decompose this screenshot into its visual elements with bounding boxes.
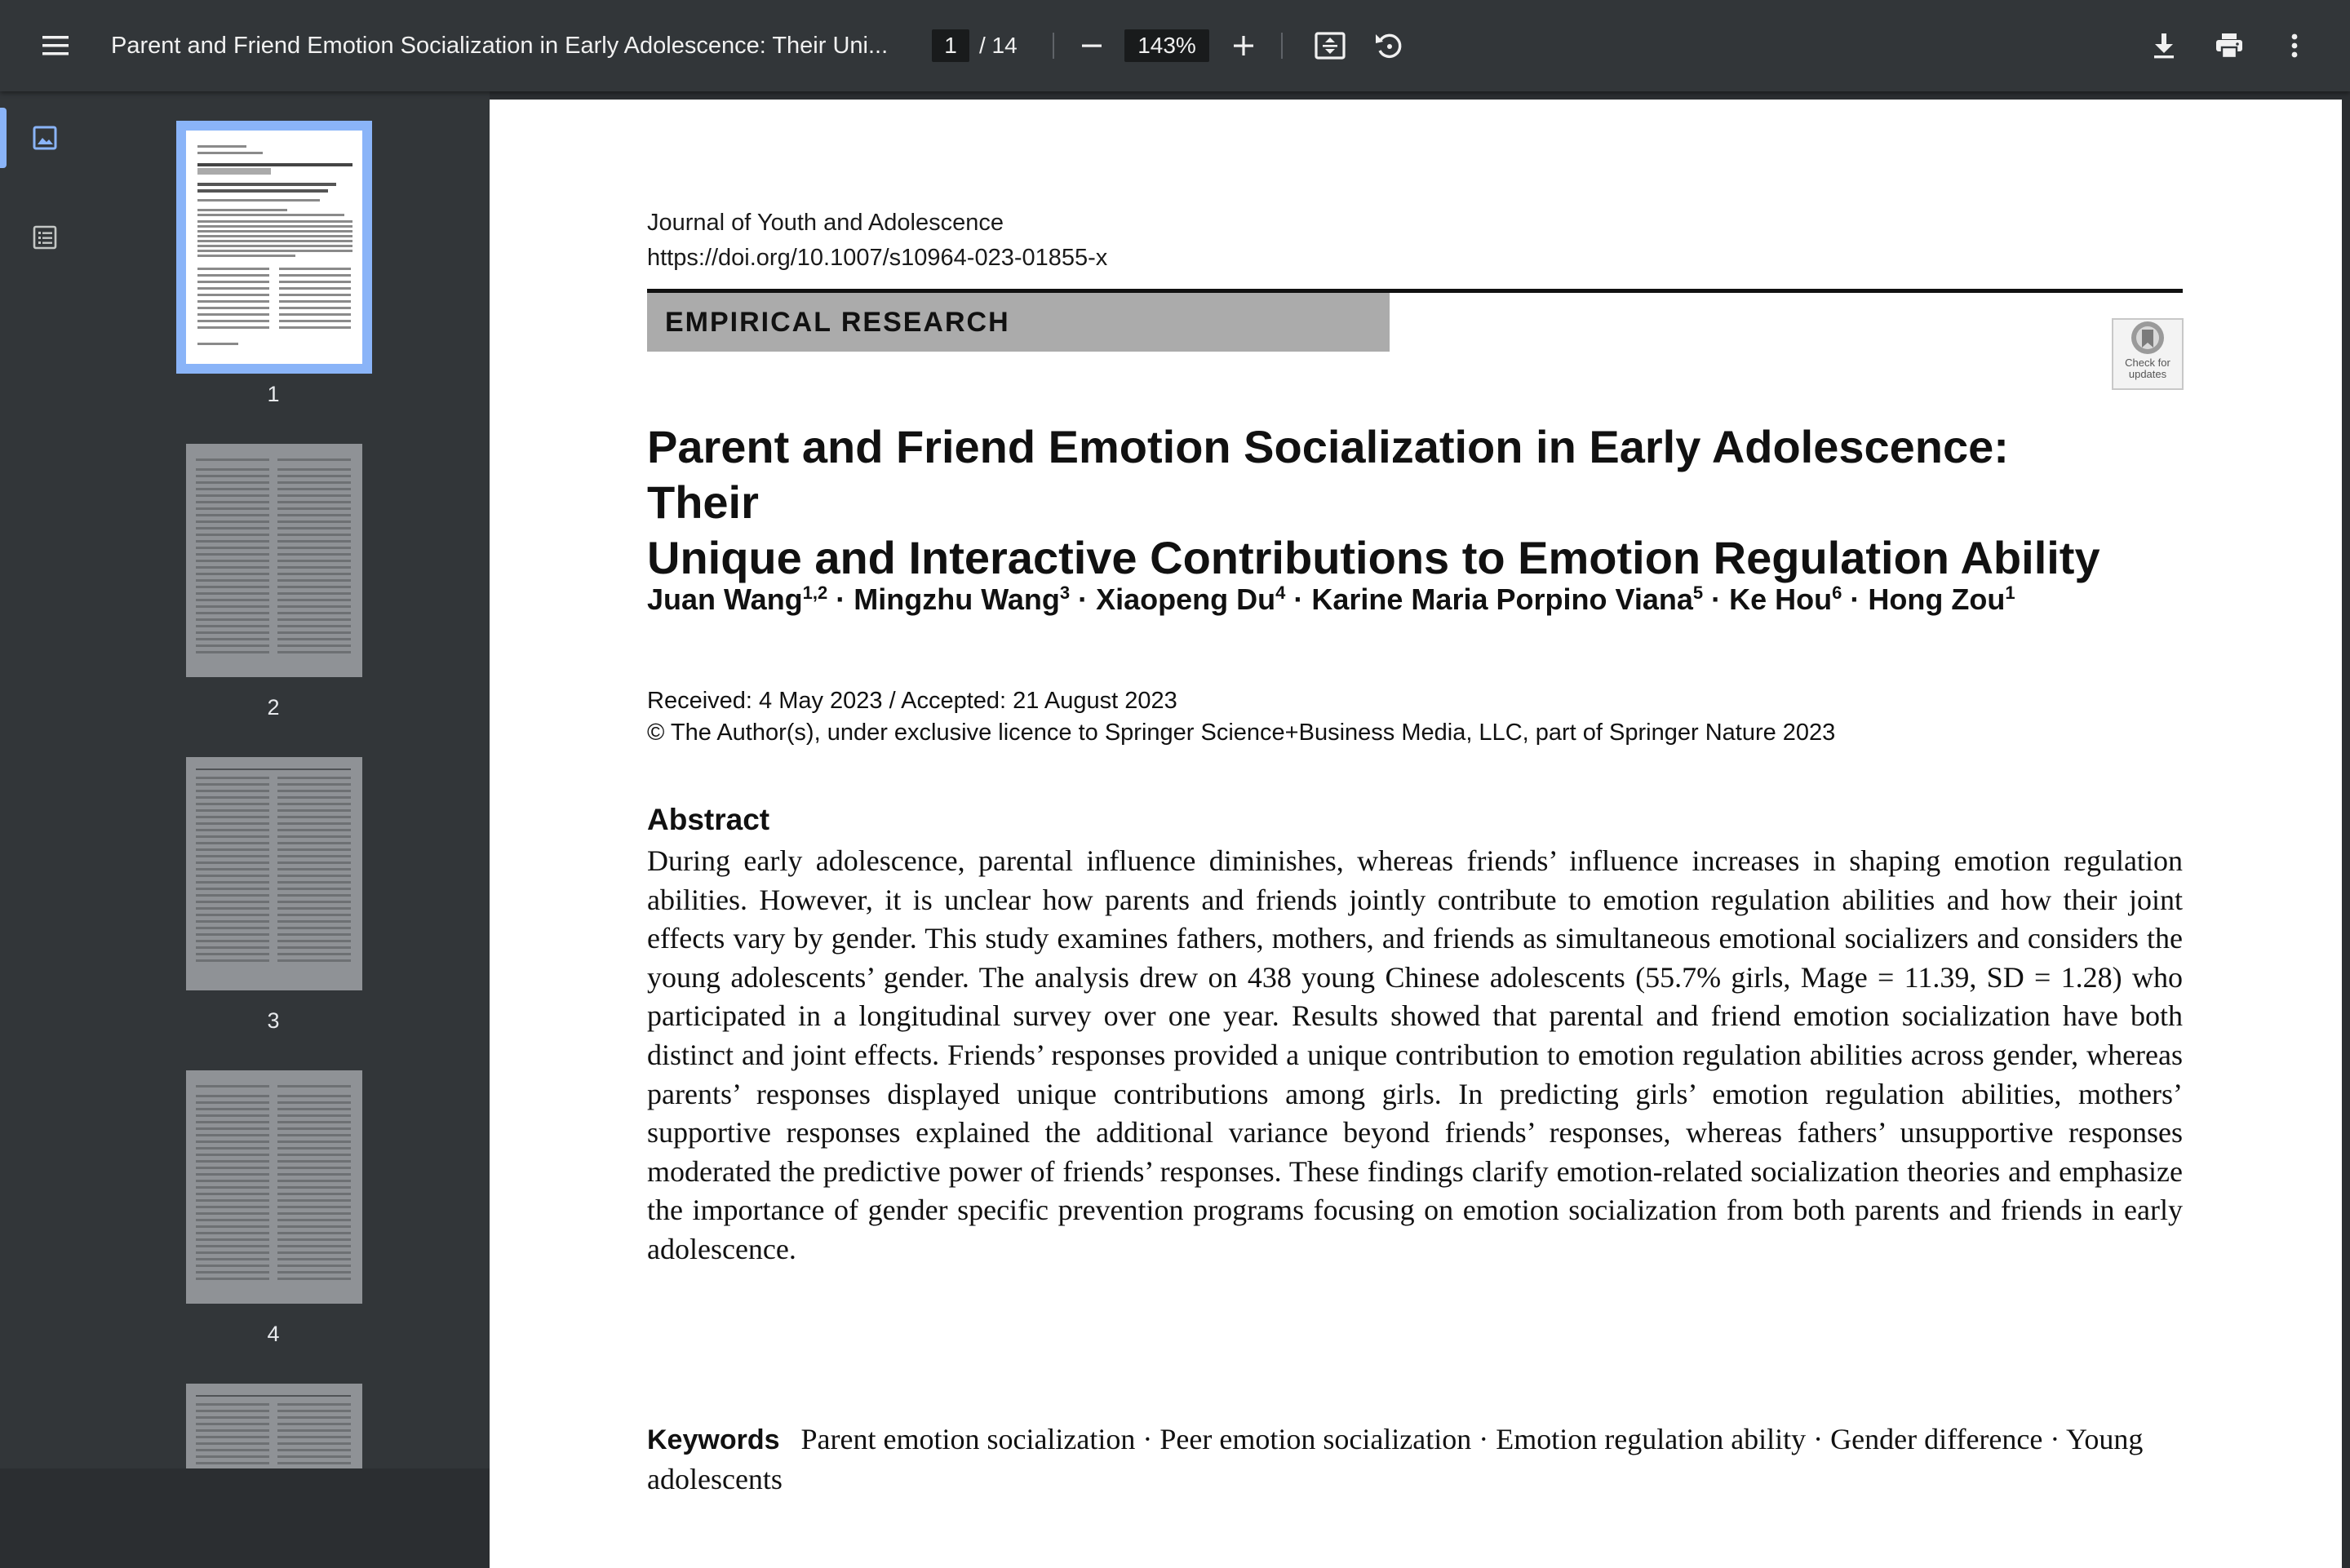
thumbnail-label: 2 (267, 695, 280, 720)
plus-icon (1232, 34, 1255, 57)
author-name: Hong Zou (1868, 582, 2006, 616)
author-separator: · (1703, 582, 1730, 616)
bookmark-badge-icon (2129, 320, 2166, 356)
author-separator: · (1842, 582, 1869, 616)
pdf-toolbar (0, 0, 2350, 91)
thumbnail-label: 1 (267, 382, 280, 406)
abstract-text: During early adolescence, parental influence diminishes, whereas friends’ influence increases in shaping emotion regulation abilities. However, it is unclear how parents and friends jointly contribute to emotion regulation abilities and how their joint effects vary by gender. This study examines fathers, mothers, and friends as simultaneous emotional socializers and considers the young adolescents’ gender. The analysis drew on 438 young Chinese adolescents (55.7% girls, Mage = 11.39, SD = 1.28) who participated in a longitudinal survey over one year. Results showed that parental and friend emotion socialization have both distinct and joint effects. Friends’ responses provided a unique contribution to emotion regulation abilities across gender, whereas parents’ responses displayed unique contributions among girls. In predicting girls’ emotion regulation abilities, mothers’ supportive responses explained the additional variance beyond friends’ responses, whereas fathers’ unsupportive responses moderated the predictive power of friends’ responses. These findings clarify emotion-related socialization theories and emphasize the importance of gender specific prevention programs focusing on emotion socialization from both parents and friends in early adolescence. (647, 844, 2183, 1265)
menu-icon[interactable] (28, 0, 83, 91)
thumbnail-page-2[interactable] (186, 444, 362, 677)
zoom-out-button[interactable] (1064, 0, 1120, 91)
pdf-page-1 (490, 100, 2342, 1568)
fit-page-button[interactable] (1302, 0, 1358, 91)
received-accepted: Received: 4 May 2023 / Accepted: 21 August 2023 (647, 688, 1177, 714)
keywords (647, 1420, 2183, 1499)
author-affiliation: 1,2 (802, 582, 828, 603)
author-name: Mingzhu Wang (854, 582, 1060, 616)
thumbnail-label: 4 (267, 1322, 280, 1346)
abstract-heading: Abstract (647, 803, 770, 836)
toolbar-divider (1281, 33, 1283, 59)
author-separator: · (827, 582, 854, 616)
publication-dates (647, 685, 1835, 749)
minus-icon (1080, 34, 1103, 57)
print-button[interactable] (2201, 0, 2257, 91)
page-number-input[interactable] (932, 29, 969, 62)
image-icon (32, 125, 58, 151)
author-name: Karine Maria Porpino Viana (1311, 582, 1693, 616)
thumbnail-list (90, 91, 457, 1468)
author-name: Juan Wang (647, 582, 803, 616)
section-label: EMPIRICAL RESEARCH (647, 293, 1390, 352)
doi-link[interactable]: https://doi.org/10.1007/s10964-023-01855-x (647, 245, 1108, 271)
fit-to-page-icon (1314, 31, 1346, 60)
thumbnail-label: 3 (267, 1008, 280, 1033)
journal-info (647, 206, 1107, 276)
paper-title-line: Unique and Interactive Contributions to Emotion Regulation Ability (647, 532, 2100, 583)
thumbnail-page-5[interactable] (186, 1384, 362, 1468)
author-affiliation: 4 (1275, 582, 1286, 603)
list-icon (32, 224, 58, 250)
keywords-text: Parent emotion socialization · Peer emotion socialization · Emotion regulation ability · Gender difference · Young adolescents (647, 1423, 2144, 1495)
zoom-in-button[interactable] (1216, 0, 1271, 91)
rotate-button[interactable] (1361, 0, 1417, 91)
more-vert-icon (2290, 33, 2299, 59)
check-for-updates-label: Check for updates (2125, 357, 2170, 380)
tab-outline[interactable] (0, 207, 90, 268)
thumbnail-sidebar (0, 91, 490, 1468)
paper-title-line: Parent and Friend Emotion Socialization in Early Adolescence: Their (647, 421, 2009, 528)
print-icon (2215, 32, 2244, 60)
download-button[interactable] (2136, 0, 2192, 91)
thumbnail-page-1[interactable] (176, 121, 372, 374)
tab-thumbnails[interactable] (0, 108, 90, 168)
paper-title (647, 419, 2116, 586)
author-list (647, 582, 2015, 617)
page-total: / 14 (979, 33, 1018, 58)
author-name: Ke Hou (1729, 582, 1833, 616)
more-options-button[interactable] (2267, 0, 2322, 91)
author-name: Xiaopeng Du (1096, 582, 1276, 616)
thumbnail-page-4[interactable] (186, 1070, 362, 1304)
author-affiliation: 3 (1059, 582, 1071, 603)
document-title: Parent and Friend Emotion Socialization in Early Adolescence: Their Uni... (111, 32, 889, 59)
keywords-heading: Keywords (647, 1424, 780, 1455)
copyright-line: © The Author(s), under exclusive licence to Springer Science+Business Media, LLC, part of Springer Nature 2023 (647, 720, 1836, 746)
thumbnail-page-3[interactable] (186, 757, 362, 990)
sidebar-tabs (0, 91, 90, 1468)
author-affiliation: 1 (2005, 582, 2015, 603)
author-separator: · (1285, 582, 1312, 616)
author-affiliation: 6 (1832, 582, 1842, 603)
rotate-counterclockwise-icon (1373, 30, 1404, 61)
check-for-updates-badge[interactable] (2112, 318, 2184, 390)
document-viewer[interactable] (490, 91, 2350, 1495)
toolbar-divider (1053, 33, 1054, 59)
journal-name: Journal of Youth and Adolescence (647, 210, 1004, 236)
author-affiliation: 5 (1692, 582, 1704, 603)
author-separator: · (1070, 582, 1097, 616)
download-icon (2152, 32, 2176, 60)
zoom-input[interactable] (1124, 29, 1209, 62)
